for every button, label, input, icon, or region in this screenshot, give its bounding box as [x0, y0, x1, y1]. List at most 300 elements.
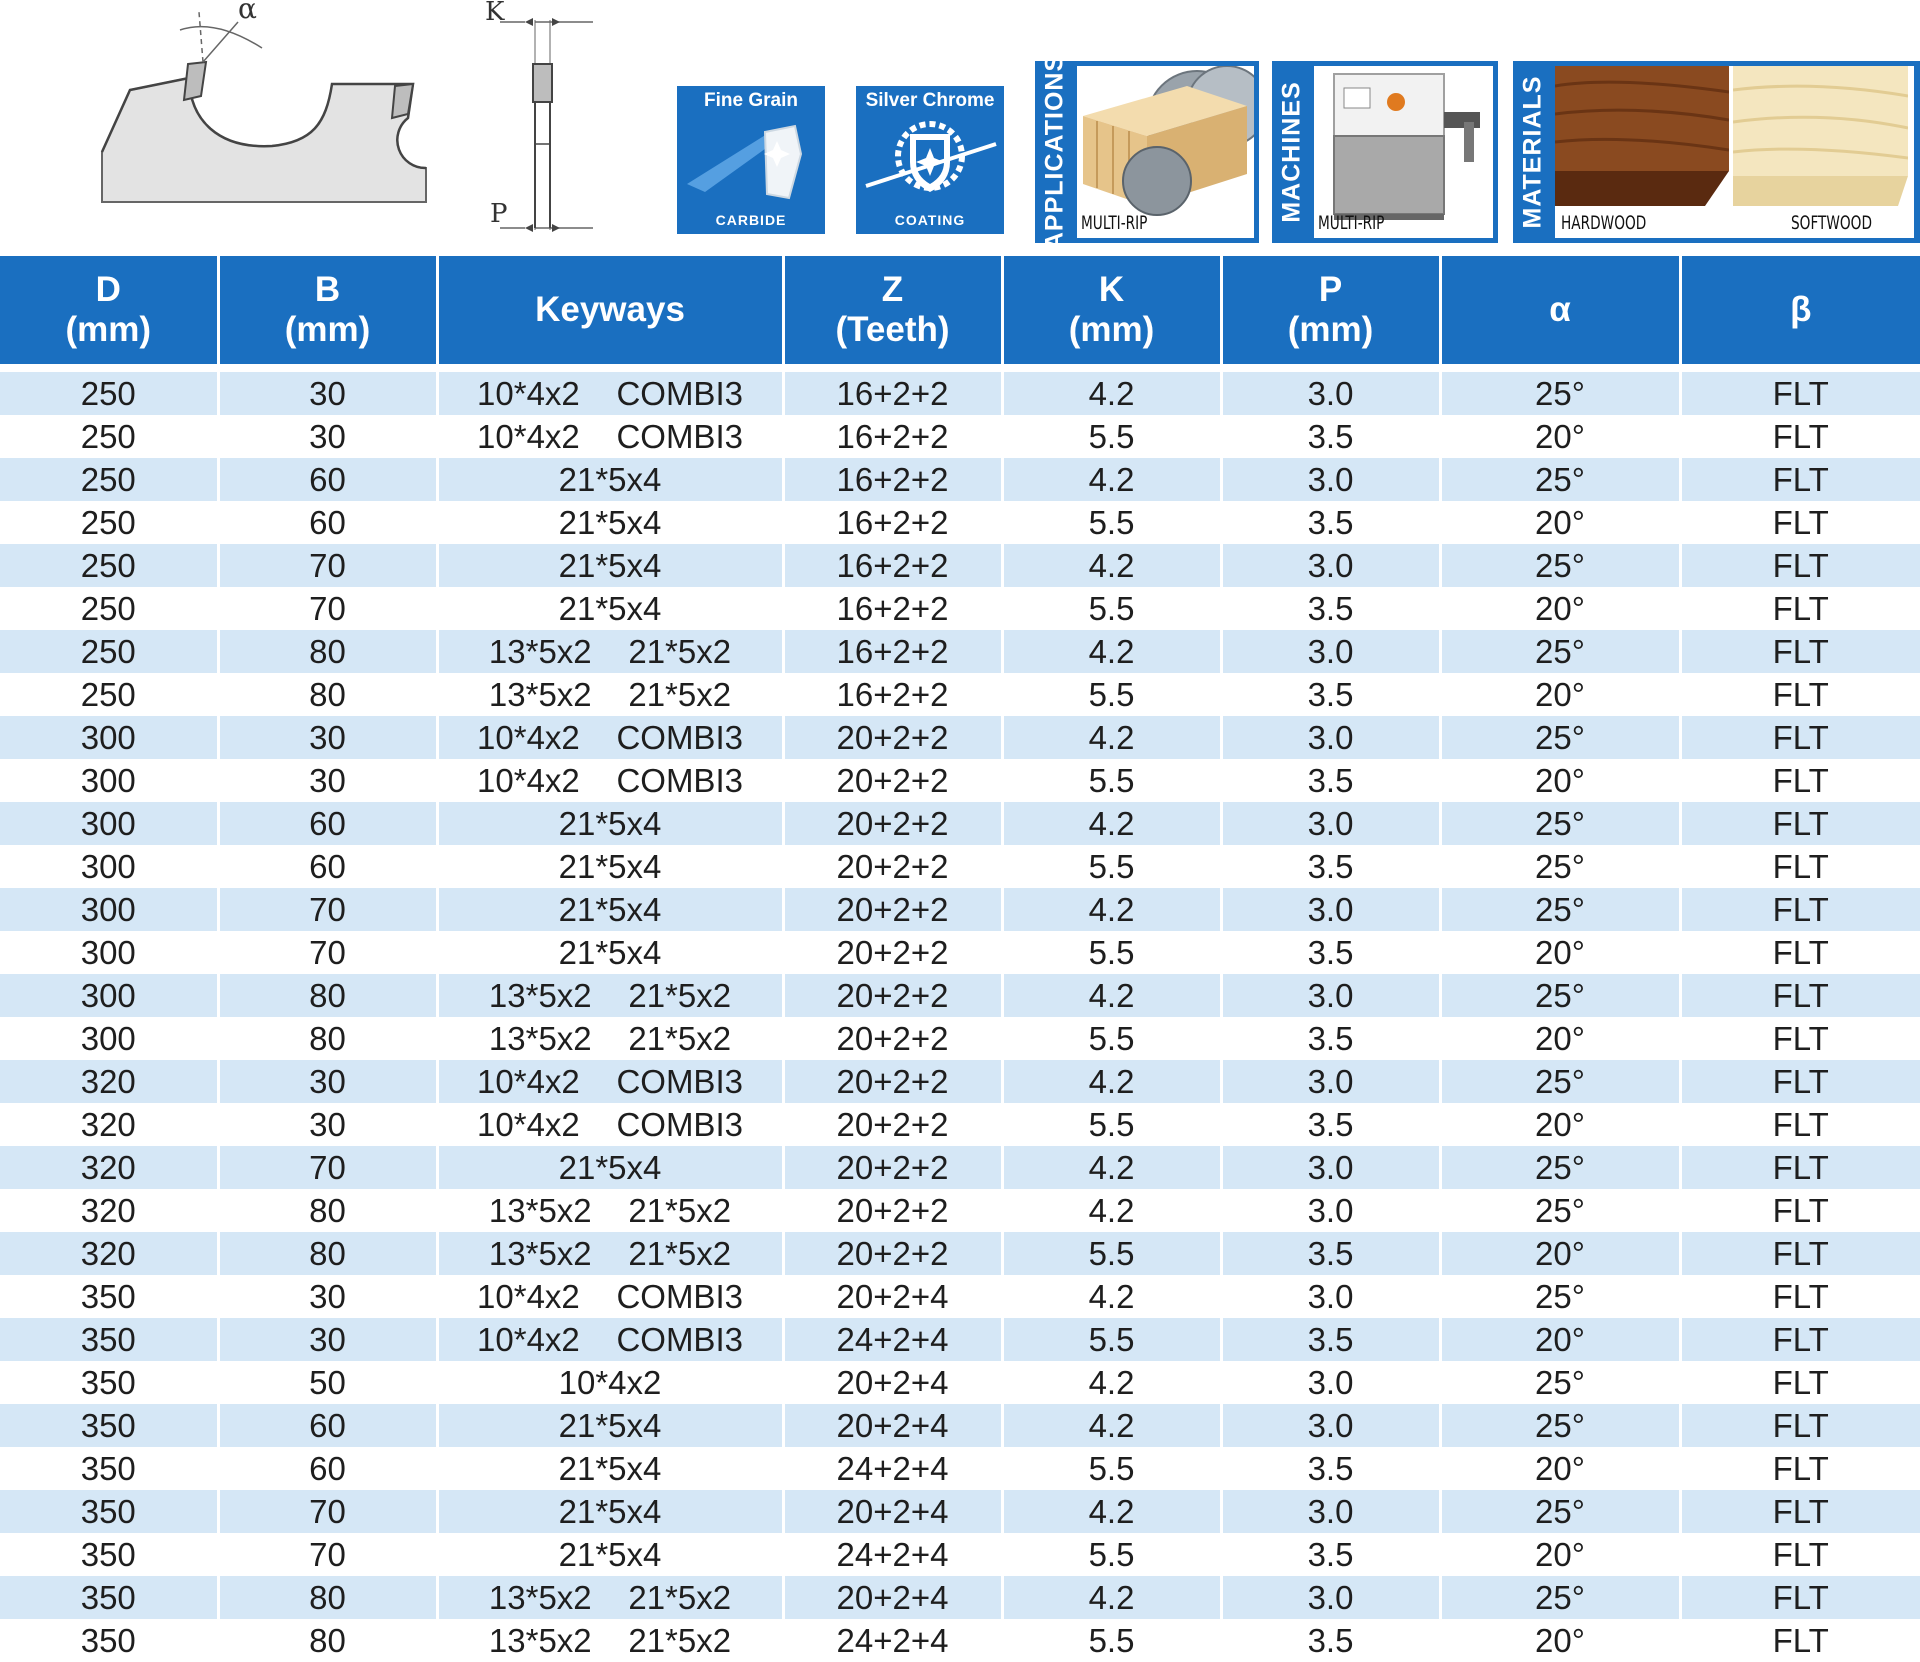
alpha-cell: 25° — [1440, 368, 1680, 415]
p-cell: 3.5 — [1221, 931, 1440, 974]
b-cell: 80 — [218, 630, 437, 673]
keyways-cell: 13*5x2 21*5x2 — [437, 1189, 783, 1232]
d-cell: 250 — [0, 673, 218, 716]
alpha-cell: 25° — [1440, 845, 1680, 888]
badge-title: Fine Grain — [704, 90, 798, 111]
header-keyways: Keyways — [437, 256, 783, 368]
p-cell: 3.0 — [1221, 1275, 1440, 1318]
hardwood-caption: HARDWOOD — [1561, 212, 1647, 234]
beta-cell: FLT — [1680, 1275, 1920, 1318]
beta-cell: FLT — [1680, 1060, 1920, 1103]
alpha-label: α — [238, 0, 257, 25]
table-row — [0, 1533, 1920, 1576]
alpha-cell: 20° — [1440, 931, 1680, 974]
p-cell: 3.0 — [1221, 544, 1440, 587]
k-cell: 5.5 — [1002, 1318, 1221, 1361]
table-header-row — [0, 256, 1920, 368]
table-row — [0, 415, 1920, 458]
alpha-cell: 25° — [1440, 1404, 1680, 1447]
p-cell: 3.0 — [1221, 1361, 1440, 1404]
table-row — [0, 974, 1920, 1017]
p-cell: 3.5 — [1221, 759, 1440, 802]
table-row — [0, 716, 1920, 759]
keyways-cell: 21*5x4 — [437, 1447, 783, 1490]
b-cell: 70 — [218, 1533, 437, 1576]
beta-cell: FLT — [1680, 1447, 1920, 1490]
teeth-cell: 16+2+2 — [783, 544, 1002, 587]
table-row — [0, 544, 1920, 587]
k-cell: 5.5 — [1002, 501, 1221, 544]
beta-cell: FLT — [1680, 1146, 1920, 1189]
applications-label: APPLICATIONS — [1040, 53, 1069, 251]
b-cell: 50 — [218, 1361, 437, 1404]
table-row — [0, 759, 1920, 802]
beta-cell: FLT — [1680, 368, 1920, 415]
beta-cell: FLT — [1680, 716, 1920, 759]
table-row — [0, 1576, 1920, 1619]
b-cell: 30 — [218, 1275, 437, 1318]
header-k: K (mm) — [1002, 256, 1221, 368]
p-label: P — [490, 199, 508, 229]
k-cell: 5.5 — [1002, 1017, 1221, 1060]
keyways-cell: 13*5x2 21*5x2 — [437, 974, 783, 1017]
k-cell: 4.2 — [1002, 368, 1221, 415]
b-cell: 30 — [218, 1318, 437, 1361]
p-cell: 3.5 — [1221, 501, 1440, 544]
machines-box — [1272, 61, 1498, 243]
k-cell: 5.5 — [1002, 1103, 1221, 1146]
teeth-cell: 20+2+2 — [783, 1146, 1002, 1189]
alpha-cell: 25° — [1440, 1361, 1680, 1404]
badge-title: Silver Chrome — [865, 90, 995, 111]
d-cell: 320 — [0, 1060, 218, 1103]
p-cell: 3.5 — [1221, 415, 1440, 458]
table-row — [0, 673, 1920, 716]
alpha-cell: 20° — [1440, 673, 1680, 716]
beta-cell: FLT — [1680, 630, 1920, 673]
k-cell: 4.2 — [1002, 630, 1221, 673]
carbide-insert-icon — [677, 114, 825, 204]
teeth-cell: 20+2+2 — [783, 1189, 1002, 1232]
keyways-cell: 10*4x2 COMBI3 — [437, 1275, 783, 1318]
b-cell: 80 — [218, 1619, 437, 1662]
alpha-cell: 20° — [1440, 1103, 1680, 1146]
teeth-cell: 20+2+2 — [783, 931, 1002, 974]
teeth-cell: 24+2+4 — [783, 1533, 1002, 1576]
keyways-cell: 10*4x2 COMBI3 — [437, 368, 783, 415]
d-cell: 250 — [0, 458, 218, 501]
d-cell: 250 — [0, 368, 218, 415]
d-cell: 350 — [0, 1318, 218, 1361]
p-cell: 3.5 — [1221, 845, 1440, 888]
keyways-cell: 21*5x4 — [437, 802, 783, 845]
header-beta: β — [1680, 256, 1920, 368]
table-row — [0, 1189, 1920, 1232]
beta-cell: FLT — [1680, 1361, 1920, 1404]
b-cell: 80 — [218, 974, 437, 1017]
p-cell: 3.0 — [1221, 368, 1440, 415]
p-cell: 3.0 — [1221, 802, 1440, 845]
teeth-cell: 20+2+2 — [783, 888, 1002, 931]
beta-cell: FLT — [1680, 673, 1920, 716]
k-cell: 5.5 — [1002, 931, 1221, 974]
teeth-cell: 20+2+2 — [783, 1232, 1002, 1275]
beta-cell: FLT — [1680, 1490, 1920, 1533]
alpha-cell: 20° — [1440, 759, 1680, 802]
silver-chrome-coating-badge — [856, 86, 1004, 234]
k-cell: 5.5 — [1002, 845, 1221, 888]
d-cell: 300 — [0, 716, 218, 759]
k-cell: 5.5 — [1002, 673, 1221, 716]
d-cell: 320 — [0, 1189, 218, 1232]
k-cell: 4.2 — [1002, 544, 1221, 587]
keyways-cell: 13*5x2 21*5x2 — [437, 673, 783, 716]
table-row — [0, 1447, 1920, 1490]
alpha-cell: 25° — [1440, 630, 1680, 673]
p-cell: 3.0 — [1221, 1146, 1440, 1189]
keyways-cell: 10*4x2 COMBI3 — [437, 1103, 783, 1146]
b-cell: 30 — [218, 415, 437, 458]
d-cell: 320 — [0, 1103, 218, 1146]
b-cell: 60 — [218, 458, 437, 501]
table-row — [0, 501, 1920, 544]
keyways-cell: 21*5x4 — [437, 1533, 783, 1576]
header-b: B (mm) — [218, 256, 437, 368]
beta-cell: FLT — [1680, 1189, 1920, 1232]
header-strip — [0, 0, 1920, 252]
teeth-cell: 24+2+4 — [783, 1447, 1002, 1490]
machines-caption: MULTI-RIP — [1318, 212, 1385, 234]
k-label: K — [485, 0, 505, 27]
teeth-cell: 20+2+2 — [783, 802, 1002, 845]
d-cell: 250 — [0, 630, 218, 673]
keyways-cell: 21*5x4 — [437, 544, 783, 587]
b-cell: 30 — [218, 716, 437, 759]
d-cell: 300 — [0, 845, 218, 888]
k-cell: 4.2 — [1002, 1060, 1221, 1103]
teeth-cell: 24+2+4 — [783, 1619, 1002, 1662]
alpha-cell: 25° — [1440, 1189, 1680, 1232]
beta-cell: FLT — [1680, 458, 1920, 501]
beta-cell: FLT — [1680, 415, 1920, 458]
beta-cell: FLT — [1680, 888, 1920, 931]
alpha-cell: 25° — [1440, 1060, 1680, 1103]
k-cell: 4.2 — [1002, 1576, 1221, 1619]
coating-shield-icon — [856, 114, 1004, 204]
teeth-cell: 20+2+4 — [783, 1361, 1002, 1404]
d-cell: 350 — [0, 1576, 218, 1619]
d-cell: 350 — [0, 1490, 218, 1533]
k-cell: 4.2 — [1002, 1189, 1221, 1232]
p-cell: 3.0 — [1221, 974, 1440, 1017]
teeth-cell: 20+2+2 — [783, 845, 1002, 888]
teeth-cell: 24+2+4 — [783, 1318, 1002, 1361]
p-cell: 3.5 — [1221, 1533, 1440, 1576]
p-cell: 3.0 — [1221, 1404, 1440, 1447]
header-z: Z (Teeth) — [783, 256, 1002, 368]
p-cell: 3.0 — [1221, 630, 1440, 673]
alpha-cell: 20° — [1440, 1017, 1680, 1060]
keyways-cell: 13*5x2 21*5x2 — [437, 1017, 783, 1060]
alpha-cell: 20° — [1440, 1447, 1680, 1490]
d-cell: 250 — [0, 544, 218, 587]
d-cell: 250 — [0, 415, 218, 458]
table-row — [0, 1361, 1920, 1404]
alpha-cell: 20° — [1440, 1533, 1680, 1576]
k-cell: 5.5 — [1002, 1533, 1221, 1576]
k-cell: 4.2 — [1002, 1146, 1221, 1189]
beta-cell: FLT — [1680, 931, 1920, 974]
p-cell: 3.0 — [1221, 458, 1440, 501]
table-row — [0, 587, 1920, 630]
b-cell: 30 — [218, 1060, 437, 1103]
d-cell: 320 — [0, 1232, 218, 1275]
tooth-profile-diagram — [90, 0, 450, 215]
keyways-cell: 10*4x2 COMBI3 — [437, 759, 783, 802]
p-cell: 3.0 — [1221, 1189, 1440, 1232]
beta-cell: FLT — [1680, 802, 1920, 845]
alpha-cell: 25° — [1440, 716, 1680, 759]
b-cell: 80 — [218, 1576, 437, 1619]
blade-thickness-diagram — [480, 0, 600, 240]
beta-cell: FLT — [1680, 501, 1920, 544]
specification-table — [0, 256, 1920, 1662]
b-cell: 80 — [218, 1189, 437, 1232]
keyways-cell: 21*5x4 — [437, 845, 783, 888]
table-row — [0, 931, 1920, 974]
p-cell: 3.5 — [1221, 1017, 1440, 1060]
table-row — [0, 1490, 1920, 1533]
b-cell: 80 — [218, 1017, 437, 1060]
k-cell: 4.2 — [1002, 1275, 1221, 1318]
b-cell: 60 — [218, 802, 437, 845]
beta-cell: FLT — [1680, 1404, 1920, 1447]
table-row — [0, 845, 1920, 888]
keyways-cell: 13*5x2 21*5x2 — [437, 1576, 783, 1619]
p-cell: 3.5 — [1221, 1232, 1440, 1275]
b-cell: 60 — [218, 1404, 437, 1447]
table-row — [0, 1103, 1920, 1146]
d-cell: 350 — [0, 1404, 218, 1447]
alpha-cell: 20° — [1440, 1619, 1680, 1662]
k-cell: 4.2 — [1002, 974, 1221, 1017]
teeth-cell: 16+2+2 — [783, 630, 1002, 673]
p-cell: 3.5 — [1221, 1318, 1440, 1361]
k-cell: 5.5 — [1002, 759, 1221, 802]
teeth-cell: 20+2+2 — [783, 759, 1002, 802]
fine-grain-carbide-badge — [677, 86, 825, 234]
beta-cell: FLT — [1680, 1232, 1920, 1275]
p-cell: 3.5 — [1221, 673, 1440, 716]
teeth-cell: 16+2+2 — [783, 458, 1002, 501]
keyways-cell: 10*4x2 — [437, 1361, 783, 1404]
alpha-cell: 25° — [1440, 544, 1680, 587]
teeth-cell: 16+2+2 — [783, 415, 1002, 458]
table-row — [0, 1017, 1920, 1060]
keyways-cell: 13*5x2 21*5x2 — [437, 1232, 783, 1275]
p-cell: 3.0 — [1221, 1060, 1440, 1103]
k-cell: 4.2 — [1002, 458, 1221, 501]
beta-cell: FLT — [1680, 974, 1920, 1017]
d-cell: 300 — [0, 759, 218, 802]
alpha-cell: 25° — [1440, 1146, 1680, 1189]
k-cell: 5.5 — [1002, 1447, 1221, 1490]
d-cell: 350 — [0, 1533, 218, 1576]
alpha-cell: 25° — [1440, 802, 1680, 845]
p-cell: 3.5 — [1221, 1619, 1440, 1662]
b-cell: 60 — [218, 1447, 437, 1490]
d-cell: 350 — [0, 1619, 218, 1662]
materials-label: MATERIALS — [1518, 75, 1547, 229]
p-cell: 3.0 — [1221, 1576, 1440, 1619]
table-row — [0, 1060, 1920, 1103]
k-cell: 5.5 — [1002, 587, 1221, 630]
machines-label: MACHINES — [1277, 81, 1306, 223]
keyways-cell: 13*5x2 21*5x2 — [437, 630, 783, 673]
table-body — [0, 368, 1920, 1662]
k-cell: 4.2 — [1002, 716, 1221, 759]
softwood-caption: SOFTWOOD — [1791, 212, 1872, 234]
beta-cell: FLT — [1680, 1533, 1920, 1576]
table-row — [0, 888, 1920, 931]
k-cell: 5.5 — [1002, 1232, 1221, 1275]
p-cell: 3.0 — [1221, 1490, 1440, 1533]
beta-cell: FLT — [1680, 759, 1920, 802]
d-cell: 350 — [0, 1275, 218, 1318]
keyways-cell: 13*5x2 21*5x2 — [437, 1619, 783, 1662]
b-cell: 30 — [218, 368, 437, 415]
teeth-cell: 20+2+2 — [783, 974, 1002, 1017]
teeth-cell: 20+2+4 — [783, 1275, 1002, 1318]
applications-box — [1035, 53, 1259, 251]
keyways-cell: 10*4x2 COMBI3 — [437, 415, 783, 458]
p-cell: 3.5 — [1221, 587, 1440, 630]
alpha-cell: 20° — [1440, 501, 1680, 544]
table-row — [0, 630, 1920, 673]
table-row — [0, 368, 1920, 415]
beta-cell: FLT — [1680, 587, 1920, 630]
teeth-cell: 16+2+2 — [783, 501, 1002, 544]
applications-caption: MULTI-RIP — [1081, 212, 1148, 234]
k-cell: 5.5 — [1002, 1619, 1221, 1662]
keyways-cell: 21*5x4 — [437, 1490, 783, 1533]
alpha-cell: 25° — [1440, 1275, 1680, 1318]
alpha-cell: 20° — [1440, 1232, 1680, 1275]
d-cell: 250 — [0, 501, 218, 544]
d-cell: 350 — [0, 1361, 218, 1404]
teeth-cell: 20+2+2 — [783, 1060, 1002, 1103]
alpha-cell: 20° — [1440, 587, 1680, 630]
teeth-cell: 20+2+2 — [783, 716, 1002, 759]
k-cell: 5.5 — [1002, 415, 1221, 458]
teeth-cell: 20+2+4 — [783, 1404, 1002, 1447]
k-cell: 4.2 — [1002, 1490, 1221, 1533]
teeth-cell: 20+2+4 — [783, 1576, 1002, 1619]
keyways-cell: 21*5x4 — [437, 458, 783, 501]
beta-cell: FLT — [1680, 1619, 1920, 1662]
keyways-cell: 21*5x4 — [437, 931, 783, 974]
teeth-cell: 16+2+2 — [783, 587, 1002, 630]
d-cell: 300 — [0, 974, 218, 1017]
table-row — [0, 1232, 1920, 1275]
d-cell: 300 — [0, 802, 218, 845]
header-alpha: α — [1440, 256, 1680, 368]
b-cell: 70 — [218, 587, 437, 630]
d-cell: 300 — [0, 1017, 218, 1060]
d-cell: 320 — [0, 1146, 218, 1189]
d-cell: 300 — [0, 888, 218, 931]
alpha-cell: 25° — [1440, 974, 1680, 1017]
table-row — [0, 1619, 1920, 1662]
keyways-cell: 10*4x2 COMBI3 — [437, 1060, 783, 1103]
b-cell: 30 — [218, 1103, 437, 1146]
table-row — [0, 1146, 1920, 1189]
p-cell: 3.5 — [1221, 1447, 1440, 1490]
keyways-cell: 21*5x4 — [437, 587, 783, 630]
k-cell: 4.2 — [1002, 802, 1221, 845]
d-cell: 300 — [0, 931, 218, 974]
teeth-cell: 20+2+2 — [783, 1103, 1002, 1146]
d-cell: 350 — [0, 1447, 218, 1490]
b-cell: 70 — [218, 1490, 437, 1533]
teeth-cell: 20+2+2 — [783, 1017, 1002, 1060]
d-cell: 250 — [0, 587, 218, 630]
beta-cell: FLT — [1680, 845, 1920, 888]
keyways-cell: 21*5x4 — [437, 1404, 783, 1447]
beta-cell: FLT — [1680, 1103, 1920, 1146]
table-row — [0, 1318, 1920, 1361]
keyways-cell: 21*5x4 — [437, 501, 783, 544]
b-cell: 80 — [218, 673, 437, 716]
beta-cell: FLT — [1680, 1017, 1920, 1060]
teeth-cell: 16+2+2 — [783, 368, 1002, 415]
b-cell: 30 — [218, 759, 437, 802]
beta-cell: FLT — [1680, 1576, 1920, 1619]
alpha-cell: 20° — [1440, 415, 1680, 458]
table-row — [0, 1404, 1920, 1447]
beta-cell: FLT — [1680, 544, 1920, 587]
b-cell: 70 — [218, 1146, 437, 1189]
header-d: D (mm) — [0, 256, 218, 368]
b-cell: 70 — [218, 888, 437, 931]
keyways-cell: 21*5x4 — [437, 888, 783, 931]
p-cell: 3.5 — [1221, 1103, 1440, 1146]
b-cell: 70 — [218, 544, 437, 587]
p-cell: 3.0 — [1221, 888, 1440, 931]
alpha-cell: 20° — [1440, 1318, 1680, 1361]
table-row — [0, 458, 1920, 501]
k-cell: 4.2 — [1002, 888, 1221, 931]
b-cell: 60 — [218, 845, 437, 888]
alpha-cell: 25° — [1440, 458, 1680, 501]
b-cell: 70 — [218, 931, 437, 974]
p-cell: 3.0 — [1221, 716, 1440, 759]
keyways-cell: 10*4x2 COMBI3 — [437, 716, 783, 759]
beta-cell: FLT — [1680, 1318, 1920, 1361]
badge-subtitle: COATING — [894, 212, 966, 228]
keyways-cell: 10*4x2 COMBI3 — [437, 1318, 783, 1361]
alpha-cell: 25° — [1440, 888, 1680, 931]
badge-subtitle: CARBIDE — [715, 212, 787, 228]
alpha-cell: 25° — [1440, 1490, 1680, 1533]
alpha-cell: 25° — [1440, 1576, 1680, 1619]
teeth-cell: 16+2+2 — [783, 673, 1002, 716]
table-row — [0, 802, 1920, 845]
b-cell: 60 — [218, 501, 437, 544]
teeth-cell: 20+2+4 — [783, 1490, 1002, 1533]
table-row — [0, 1275, 1920, 1318]
b-cell: 80 — [218, 1232, 437, 1275]
